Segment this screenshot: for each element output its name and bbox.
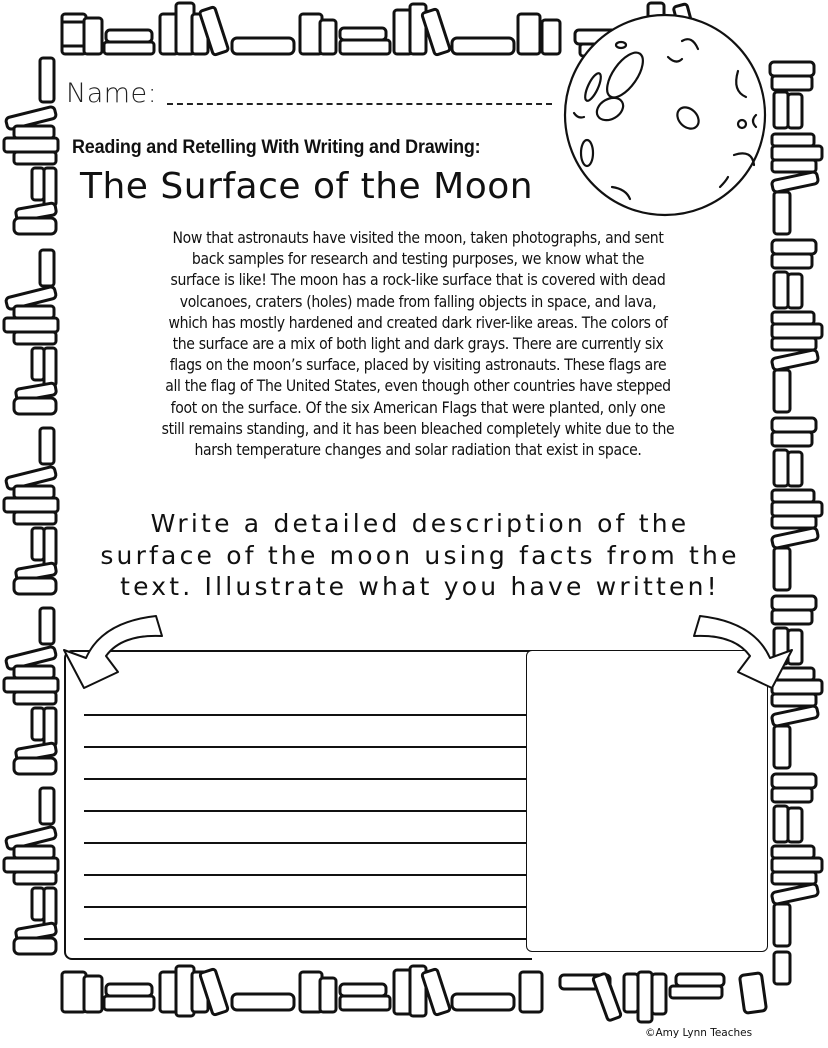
name-field[interactable]: [66, 78, 552, 109]
writing-line[interactable]: [84, 810, 534, 812]
writing-prompt: [70, 508, 770, 603]
moon-illustration-icon: [560, 5, 770, 220]
writing-line[interactable]: [84, 746, 534, 748]
writing-line[interactable]: [84, 906, 534, 908]
passage-line: harsh temperature changes and solar radiation that exist in space.: [194, 441, 642, 460]
copyright: ©Amy Lynn Teaches: [645, 1027, 753, 1039]
subtitle: Reading and Retelling With Writing and Drawing:: [72, 136, 481, 158]
passage-line: still remains standing, and it has been bleached completely white due to the: [161, 419, 675, 438]
writing-line[interactable]: [84, 874, 534, 876]
passage-line: the surface are a mix of both light and dark grays. There are currently six: [172, 335, 664, 354]
page-title: The Surface of the Moon: [80, 166, 534, 207]
writing-line[interactable]: [84, 778, 534, 780]
name-label: Name:: [66, 78, 158, 109]
prompt-line: text. Illustrate what you have written!: [120, 572, 720, 601]
curved-arrow-left-icon: [62, 612, 172, 692]
passage-line: foot on the surface. Of the six American Flags that were planted, only one: [170, 398, 666, 417]
name-blank-line[interactable]: [167, 101, 552, 105]
passage-line: flags on the moon’s surface, placed by visiting astronauts. These flags are: [169, 356, 667, 375]
reading-passage: [78, 228, 758, 461]
passage-line: Now that astronauts have visited the moon, taken photographs, and sent: [172, 229, 664, 247]
writing-line[interactable]: [84, 714, 534, 716]
passage-line: back samples for research and testing purposes, we know what the: [191, 250, 645, 269]
prompt-line: Write a detailed description of the: [150, 509, 690, 538]
passage-line: all the flag of The United States, even though other countries have stepped: [165, 377, 671, 396]
prompt-line: surface of the moon using facts from the: [100, 540, 740, 570]
curved-arrow-right-icon: [684, 612, 794, 692]
writing-line[interactable]: [84, 938, 534, 940]
drawing-area[interactable]: [526, 650, 768, 952]
passage-line: volcanoes, craters (holes) made from falling objects in space, and lava,: [179, 292, 657, 311]
writing-area[interactable]: [64, 650, 532, 960]
passage-line: which has mostly hardened and created dark river-like areas. The colors of: [168, 313, 668, 332]
writing-line[interactable]: [84, 842, 534, 844]
passage-line: surface is like! The moon has a rock-like surface that is covered with dead: [170, 271, 666, 290]
